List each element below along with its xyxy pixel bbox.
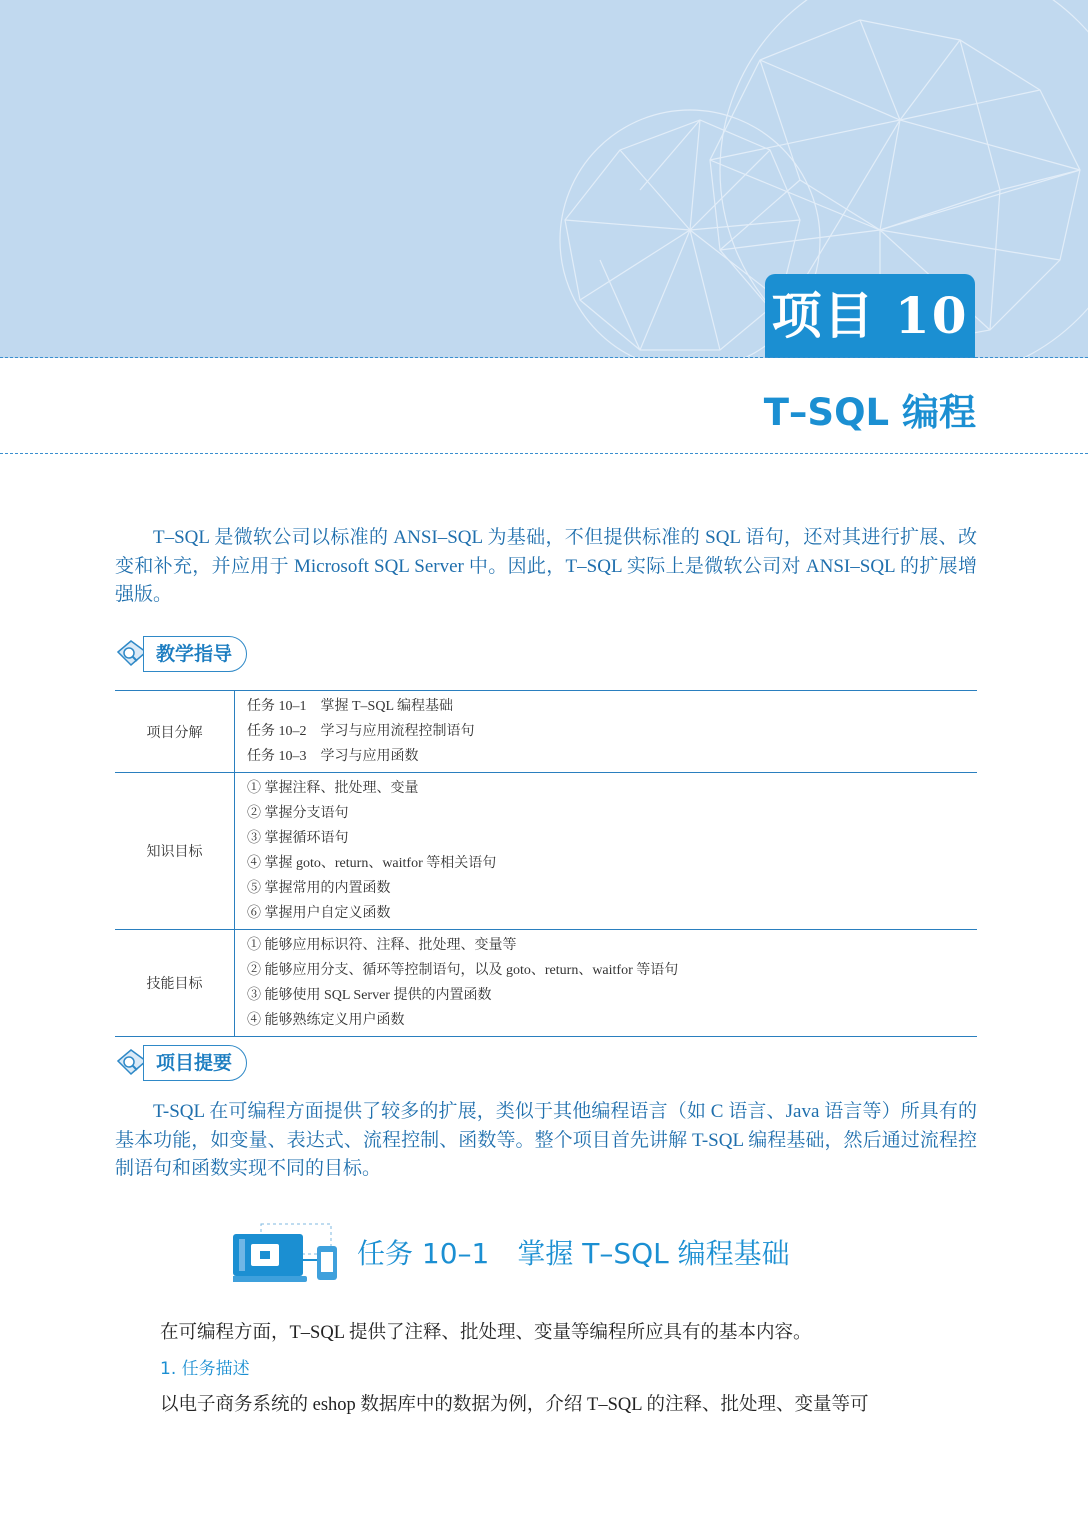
list-item: ④ 能够熟练定义用户函数 <box>247 1013 405 1028</box>
row-label: 项目分解 <box>115 691 235 773</box>
teaching-guide-tag <box>115 636 285 672</box>
banner-divider <box>0 357 1088 358</box>
chapter-title: T–SQL 编程 <box>763 391 976 434</box>
laptop-phone-icon <box>233 1222 353 1286</box>
list-item: ④ 掌握 goto、return、waitfor 等相关语句 <box>247 856 497 871</box>
row-items <box>235 691 978 773</box>
project-summary-paragraph: T-SQL 在可编程方面提供了较多的扩展，类似于其他编程语言（如 C 语言、Java 语言等）所具有的基本功能，如变量、表达式、流程控制、函数等。整个项目首先讲解 T-SQL 编程基础，然后通过流程控制语句和函数实现不同的目标。 <box>115 1101 977 1179</box>
intro-paragraph: T–SQL 是微软公司以标准的 ANSI–SQL 为基础，不但提供标准的 SQL 语句，还对其进行扩展、改变和补充，并应用于 Microsoft SQL Server 中。因此，T–SQL 实际上是微软公司对 ANSI–SQL 的扩展增强版。 <box>115 527 977 605</box>
row-label: 技能目标 <box>115 930 235 1037</box>
project-summary-label: 项目提要 <box>143 1045 247 1081</box>
title-divider <box>0 453 1088 454</box>
chapter-banner <box>0 0 1088 358</box>
task-description: 以电子商务系统的 eshop 数据库中的数据为例，介绍 T–SQL 的注释、批处理、变量等可 <box>160 1395 869 1415</box>
list-item: ① 能够应用标识符、注释、批处理、变量等 <box>247 938 517 953</box>
table-row <box>115 773 977 930</box>
list-item: ⑥ 掌握用户自定义函数 <box>247 906 391 921</box>
list-item: 任务 10–1 掌握 T–SQL 编程基础 <box>247 699 453 714</box>
row-items <box>235 773 978 930</box>
row-label: 知识目标 <box>115 773 235 930</box>
project-number-badge: 项目 10 <box>765 274 975 358</box>
task-subheading: 1. 任务描述 <box>160 1359 250 1379</box>
teaching-guide-label: 教学指导 <box>143 636 247 672</box>
table-row <box>115 691 977 773</box>
list-item: ② 掌握分支语句 <box>247 806 349 821</box>
task-title: 任务 10–1 掌握 T–SQL 编程基础 <box>357 1237 790 1270</box>
list-item: ② 能够应用分支、循环等控制语句，以及 goto、return、waitfor 等语句 <box>247 963 679 978</box>
list-item: 任务 10–3 学习与应用函数 <box>247 749 419 764</box>
list-item: 任务 10–2 学习与应用流程控制语句 <box>247 724 475 739</box>
table-row <box>115 930 977 1037</box>
list-item: ③ 能够使用 SQL Server 提供的内置函数 <box>247 988 492 1003</box>
teaching-guide-table <box>115 690 977 1037</box>
list-item: ⑤ 掌握常用的内置函数 <box>247 881 391 896</box>
task-intro: 在可编程方面，T–SQL 提供了注释、批处理、变量等编程所应具有的基本内容。 <box>160 1323 812 1343</box>
project-summary-tag <box>115 1045 285 1081</box>
list-item: ① 掌握注释、批处理、变量 <box>247 781 419 796</box>
row-items <box>235 930 978 1037</box>
list-item: ③ 掌握循环语句 <box>247 831 349 846</box>
